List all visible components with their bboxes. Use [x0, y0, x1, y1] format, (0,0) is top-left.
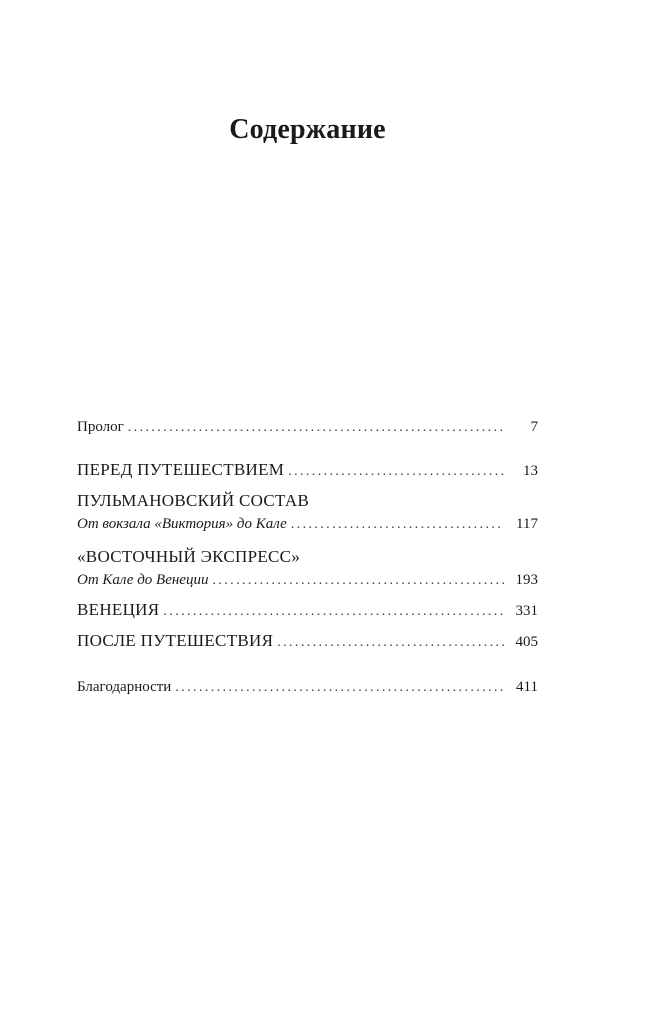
- toc-entry-after-journey[interactable]: [77, 630, 538, 652]
- toc-page-number: 331: [515, 603, 538, 619]
- toc-page-number: 7: [530, 419, 538, 435]
- toc-entry-orient-express[interactable]: [77, 545, 538, 591]
- dot-leader: [277, 632, 504, 654]
- toc-entry-venice[interactable]: [77, 599, 538, 621]
- toc-entry-subtitle: От вокзала «Виктория» до Кале: [77, 516, 287, 532]
- dot-leader: [175, 677, 504, 699]
- toc-entry-pullman[interactable]: [77, 489, 538, 535]
- toc-page-number: 193: [515, 572, 538, 588]
- toc-section-heading: ПУЛЬМАНОВСКИЙ СОСТАВ: [77, 491, 310, 510]
- dot-leader: [291, 514, 504, 536]
- toc-page-number: 411: [516, 679, 538, 695]
- dot-leader: [288, 461, 504, 483]
- toc-section-heading: «ВОСТОЧНЫЙ ЭКСПРЕСС»: [77, 547, 301, 566]
- toc-entry-label: Благодарности: [77, 679, 172, 695]
- toc-entry-label: Пролог: [77, 419, 124, 435]
- dot-leader: [163, 601, 504, 623]
- page-title: Содержание: [229, 114, 386, 145]
- toc-entry-label: ПЕРЕД ПУТЕШЕСТВИЕМ: [77, 460, 285, 479]
- dot-leader: [212, 570, 504, 592]
- toc-entry-prologue[interactable]: [77, 416, 538, 438]
- toc-entry-before-journey[interactable]: [77, 459, 538, 481]
- toc-entry-label: ПОСЛЕ ПУТЕШЕСТВИЯ: [77, 631, 274, 650]
- toc-entry-label: ВЕНЕЦИЯ: [77, 600, 160, 619]
- toc-page-number: 117: [516, 516, 538, 532]
- toc-page-number: 13: [523, 463, 538, 479]
- dot-leader: [128, 417, 504, 439]
- toc-page-number: 405: [515, 634, 538, 650]
- toc-entry-acknowledgements[interactable]: [77, 676, 538, 698]
- toc-entry-subtitle: От Кале до Венеции: [77, 572, 209, 588]
